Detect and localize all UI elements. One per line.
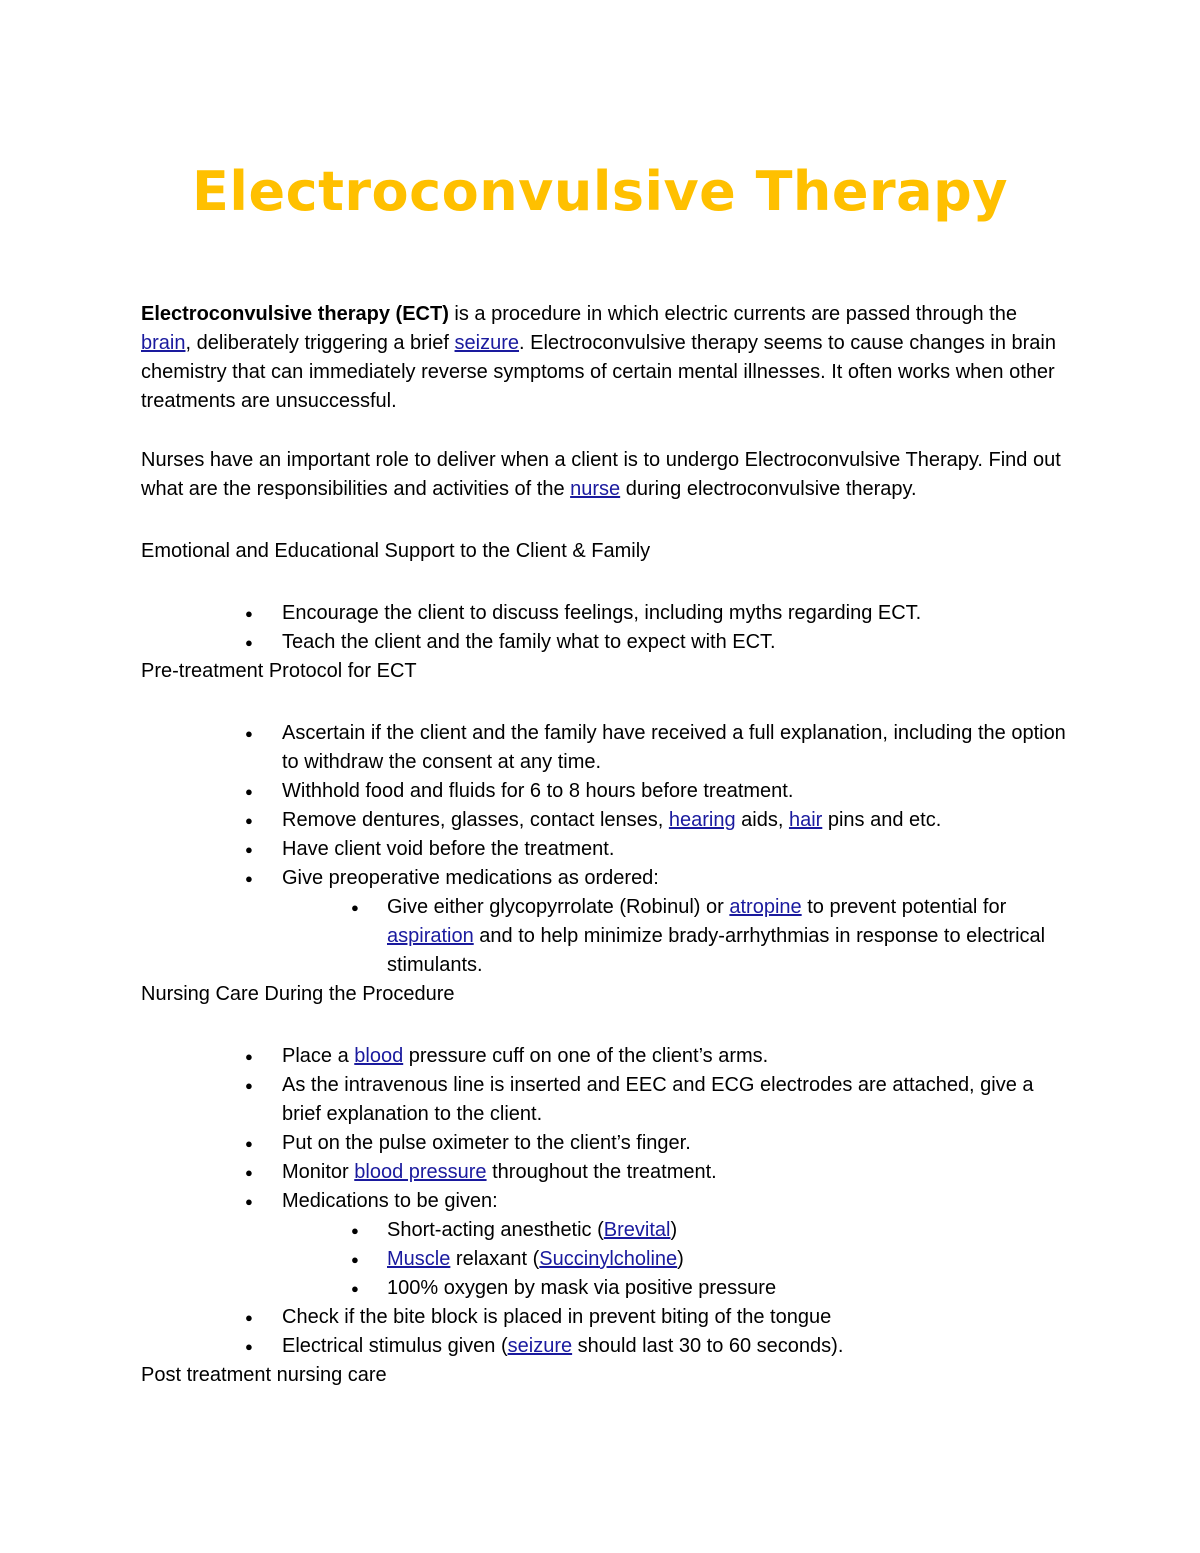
sub-list-item — [141, 1216, 1071, 1245]
link-hair[interactable]: hair — [788, 809, 823, 831]
link-seizure[interactable]: seizure — [454, 332, 520, 354]
item-text: Short-acting anesthetic ( — [387, 1219, 604, 1241]
intro-text-2: , deliberately triggering a brief — [185, 332, 455, 354]
list-item — [141, 1332, 1071, 1361]
link-blood-pressure[interactable]: blood pressure — [354, 1161, 487, 1183]
list-item — [141, 806, 1071, 835]
list-item — [141, 1042, 1071, 1071]
intro-bold-term: Electroconvulsive therapy (ECT) — [141, 303, 449, 325]
support-list — [141, 599, 1071, 657]
nurses-text-1: Nurses have an important role to deliver when a client is to undergo Electroconvulsive Therapy. Find out what are the responsibilities and activities of the — [141, 449, 1061, 500]
nurses-text-2: during electroconvulsive therapy. — [620, 478, 917, 500]
list-item: ● Put on the pulse oximeter to the client’s finger. — [141, 1129, 1071, 1158]
link-brevital[interactable]: Brevital — [603, 1219, 671, 1241]
item-text: throughout the treatment. — [486, 1161, 717, 1183]
sub-list-item — [141, 1245, 1071, 1274]
intro-text-1: is a procedure in which electric currents are passed through the — [448, 303, 1017, 325]
list-item: ● Have client void before the treatment. — [141, 835, 1071, 864]
item-text: Electrical stimulus given ( — [282, 1335, 508, 1357]
list-item: ● Ascertain if the client and the family have received a full explanation, including the option to withdraw the consent at any time. — [141, 719, 1071, 777]
spacer — [141, 504, 1071, 537]
intro-paragraph — [141, 300, 1071, 416]
link-succinylcholine[interactable]: Succinylcholine — [539, 1248, 678, 1270]
spacer — [141, 686, 1071, 719]
section-heading-procedure: Nursing Care During the Procedure — [141, 983, 455, 1005]
link-aspiration[interactable]: aspiration — [387, 925, 474, 947]
item-text: pins and etc. — [822, 809, 942, 831]
item-text: Monitor — [282, 1161, 355, 1183]
item-text: ) — [677, 1248, 684, 1270]
section-heading-post-treatment: Post treatment nursing care — [141, 1364, 387, 1386]
link-atropine[interactable]: atropine — [729, 896, 802, 918]
item-text: aids, — [735, 809, 789, 831]
item-text: relaxant ( — [450, 1248, 540, 1270]
link-muscle[interactable]: Muscle — [387, 1248, 451, 1270]
item-text: Give either glycopyrrolate (Robinul) or — [387, 896, 730, 918]
document-body — [141, 300, 1071, 1390]
item-text: ) — [670, 1219, 678, 1241]
preop-sublist — [141, 893, 1071, 980]
item-text: Remove dentures, glasses, contact lenses, — [282, 809, 669, 831]
sub-list-item — [141, 893, 1071, 980]
spacer — [141, 1009, 1071, 1042]
list-item: ● Give preoperative medications as ordered: — [141, 864, 1071, 893]
list-item: ● Withhold food and fluids for 6 to 8 hours before treatment. — [141, 777, 1071, 806]
spacer — [141, 566, 1071, 599]
list-item: ● Teach the client and the family what to expect with ECT. — [141, 628, 1071, 657]
procedure-list — [141, 1042, 1071, 1216]
medications-sublist — [141, 1216, 1071, 1303]
spacer — [141, 416, 1071, 446]
sub-list-item: ● 100% oxygen by mask via positive pressure — [141, 1274, 1071, 1303]
section-heading-pretreatment: Pre-treatment Protocol for ECT — [141, 660, 417, 682]
item-text: should last 30 to 60 seconds). — [572, 1335, 844, 1357]
link-seizure-2[interactable]: seizure — [507, 1335, 573, 1357]
list-item: ● As the intravenous line is inserted and EEC and ECG electrodes are attached, give a brief explanation to the client. — [141, 1071, 1071, 1129]
intro-text-3: . Electroconvulsive therapy seems to cause changes in brain chemistry that can immediately reverse symptoms of certain mental illnesses. It often works when other treatments are unsuccessful. — [141, 332, 1056, 412]
item-text: Place a — [282, 1045, 355, 1067]
item-text: to prevent potential for — [801, 896, 1007, 918]
link-brain[interactable]: brain — [141, 332, 186, 354]
link-hearing[interactable]: hearing — [668, 809, 736, 831]
section-heading-support: Emotional and Educational Support to the Client & Family — [141, 540, 651, 562]
list-item: ● Medications to be given: — [141, 1187, 1071, 1216]
pretreatment-list — [141, 719, 1071, 893]
item-text: and to help minimize brady-arrhythmias in response to electrical stimulants. — [387, 925, 1046, 976]
item-text: pressure cuff on one of the client’s arms. — [403, 1045, 769, 1067]
nurses-paragraph — [141, 446, 1071, 504]
page-title: Electroconvulsive Therapy — [192, 160, 1008, 223]
procedure-list-continued — [141, 1303, 1071, 1361]
list-item — [141, 1158, 1071, 1187]
list-item: ● Check if the bite block is placed in prevent biting of the tongue — [141, 1303, 1071, 1332]
link-blood[interactable]: blood — [354, 1045, 404, 1067]
list-item: ● Encourage the client to discuss feelings, including myths regarding ECT. — [141, 599, 1071, 628]
link-nurse[interactable]: nurse — [570, 478, 621, 500]
